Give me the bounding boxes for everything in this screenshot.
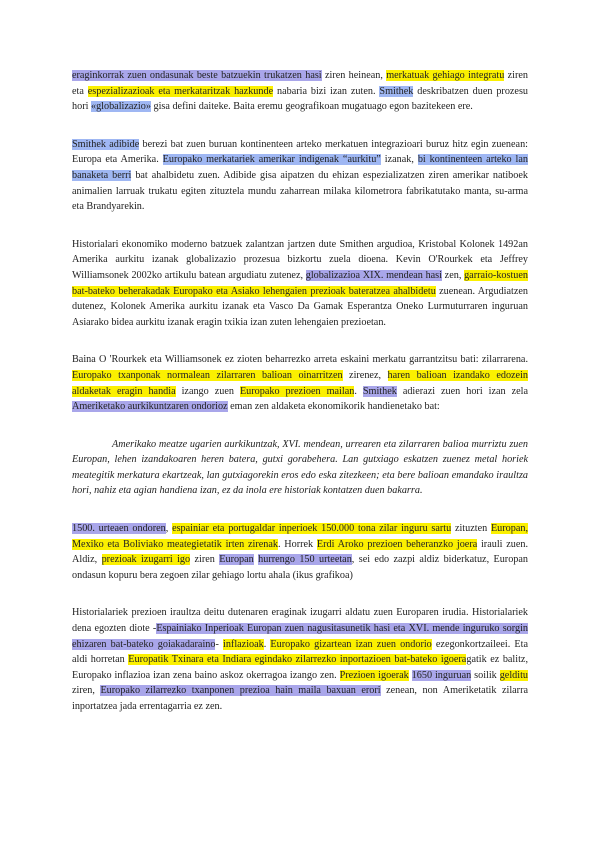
- text-run: -: [215, 638, 223, 650]
- highlighted-text: Europan, Mexiko eta Boliviako meategietatik irten zirenak: [72, 523, 529, 550]
- text-run: ,: [165, 523, 173, 535]
- highlighted-text: espainiar eta portugaldar inperioek 150.000 tona zilar inguru sartu: [172, 523, 452, 535]
- highlighted-text: Europako zilarrezko txanponen prezioa hain maila baxuan erori: [100, 685, 381, 697]
- highlighted-text: eraginkorrak zuen ondasunak beste batzuekin trukatzen hasi: [72, 70, 322, 81]
- text-run: . Horrek: [277, 538, 317, 550]
- highlighted-text: Prezioen igoerak: [339, 669, 409, 681]
- highlighted-text: hurrengo 150 urteetan: [258, 554, 352, 566]
- highlighted-text: haren balioan izandako edozein aldaketak eragin handia: [72, 369, 528, 397]
- text-run: berezi bat zuen buruan kontinenteen arteko merkatuen integrazioari buruz hitz egin zuenean: Europa eta Amerika.: [72, 138, 528, 166]
- highlighted-text: bi kontinenteen arteko lan banaketa berri: [72, 154, 528, 181]
- text-run: zen,: [441, 269, 465, 281]
- block-quote: [72, 437, 528, 499]
- text-run: zirenez,: [342, 369, 388, 381]
- text-run: izango zuen: [175, 385, 240, 397]
- text-run: Historialariek prezioen iraultza deitu dutenaren eraginak izugarri aldatu zuen Europaren irudia. Historialariek dena egozten diote -: [72, 607, 528, 635]
- text-run: adierazi zuen hori izan zela: [396, 385, 528, 397]
- highlighted-text: Europatik Txinara eta Indiara egindako zilarrezko inportazioen bat-bateko igoera: [128, 654, 467, 666]
- text-run: zuenean. Argudiatzen dutenez, Kolonek Amerika aurkitu izanak eta Vasco Da Gamak Esperantza Oneko Lurmuturraren inguruan Asiarako bidea aurkitu izanak eragin txikia izan zuten lehengaien prezioetan.: [72, 285, 528, 328]
- text-run: ziren eta: [72, 70, 528, 97]
- highlighted-text: prezioak izugarri igo: [101, 554, 191, 566]
- text-run: nabaria bizi izan zuten.: [273, 85, 380, 97]
- text-run: zituzten: [451, 523, 491, 535]
- highlighted-text: Europako prezioen mailan: [239, 385, 355, 397]
- text-run: ezegonkortzaileei. Eta aldi horretan: [72, 638, 529, 666]
- highlighted-text: gelditu: [499, 669, 528, 681]
- highlighted-text: espezializazioak eta merkataritzak hazkunde: [87, 85, 274, 97]
- text-run: ziren heinean,: [321, 70, 387, 81]
- highlighted-text: Ameriketako aurkikuntzaren ondorioz: [72, 401, 228, 413]
- text-run: .: [263, 638, 271, 650]
- text-run: ziren,: [72, 685, 101, 697]
- text-run: .: [354, 385, 363, 397]
- body-paragraph: [72, 521, 528, 583]
- highlighted-text: Smithek: [379, 85, 414, 97]
- text-run: Amerikako meatze ugarien aurkikuntzak, XVI. mendean, urrearen eta zilarraren balioa murriztu zuen Europan, lehen izandakoaren heren batera, gutxi gorabehera. Lan gutxiago eskatzen zuenez metal horiek meategitik merkatura ekartzeak, lan gutxiagorekin eros edo eska zitezkeen; eta bere balioan emandako iraultza hori, nahiz eta agian handiena izan, ez da inola ere historiak kontatzen duen bakarra.: [72, 438, 528, 497]
- highlighted-text: globalizazioa XIX. mendean hasi: [305, 269, 442, 281]
- highlighted-text: Smithek adibide: [72, 138, 140, 150]
- highlighted-text: «globalizazio»: [90, 101, 151, 113]
- highlighted-text: Erdi Aroko prezioen beheranzko joera: [316, 538, 478, 550]
- text-run: gatik ez balitz, Europako inflazioa izan zena baino askoz okerragoa izango zen.: [72, 654, 528, 681]
- text-run: soilik: [471, 669, 500, 681]
- body-paragraph: [72, 237, 528, 331]
- body-paragraph: [72, 352, 528, 414]
- text-run: izanak,: [380, 154, 418, 166]
- highlighted-text: inflazioak: [223, 638, 264, 650]
- highlighted-text: Europako merkatariek amerikar indigenak “aurkitu”: [162, 154, 381, 166]
- text-run: bat ahalbidetu zuen. Adibide gisa aipatzen du ehizan espezializatzen ziren amerikar natiboek animalien larruak trukatu egiten zituztela mundu zaharrean milaka kilometrora fabrikatutako manta, su-arma eta Brandyarekin.: [72, 169, 528, 213]
- text-run: , sei edo zazpi aldiz biderkatuz, Europan ondasun kopuru bera zegoen zilar gehiago lortu ahala (ikus grafikoa): [72, 554, 529, 581]
- text-run: Historialari ekonomiko moderno batzuek zalantzan jartzen dute Smithen argudioa, Kristobal Kolonek 1492an Amerika aurkitu izanak globalizazio prozesua bizkortu zuela dioena. Kevin O'Rourkek eta Jeffrey Williamsonek 2002ko artikulu batean argudiatu zutenez,: [72, 238, 528, 281]
- text-run: eman zen aldaketa ekonomikorik handienetako bat:: [227, 401, 440, 413]
- text-run: irauli zuen. Aldiz,: [72, 538, 528, 566]
- highlighted-text: Europako gizartean izan zuen ondorio: [270, 638, 432, 650]
- body-paragraph: [72, 68, 528, 115]
- highlighted-text: 1650 inguruan: [411, 669, 472, 681]
- highlighted-text: Smithek: [362, 385, 397, 397]
- body-paragraph: [72, 137, 528, 215]
- highlighted-text: Espainiako Inperioak Europan zuen nagusitasunetik hasi eta XVI. mende inguruko sorgin ehizaren bat-bateko goiakadaraino: [72, 623, 529, 650]
- body-paragraph: [72, 605, 528, 714]
- highlighted-text: Europan: [219, 554, 254, 566]
- text-run: zenean, non Ameriketatik zilarra inportatzea jada errentagarria ez zen.: [72, 685, 528, 712]
- text-run: gisa defini daiteke. Baita eremu geografikoan mugatuago egon bazitekeen ere.: [150, 101, 473, 113]
- highlighted-text: merkatuak gehiago integratu: [386, 70, 505, 81]
- highlighted-text: garraio-kostuen bat-bateko beherakadak Europako eta Asiako lehengaien prezioak bateratzea ahalbidetu: [72, 269, 529, 297]
- highlighted-text: 1500. urteaen ondoren: [72, 523, 166, 535]
- highlighted-text: Europako txanponak normalean zilarraren balioan oinarritzen: [72, 369, 343, 381]
- text-run: ziren: [190, 554, 220, 566]
- text-run: Baina O 'Rourkek eta Williamsonek ez zioten beharrezko arreta eskaini merkatu garrantzitsu bati: zilarrarena.: [72, 354, 528, 366]
- text-run: deskribatzen duen prozesu hori: [72, 85, 529, 113]
